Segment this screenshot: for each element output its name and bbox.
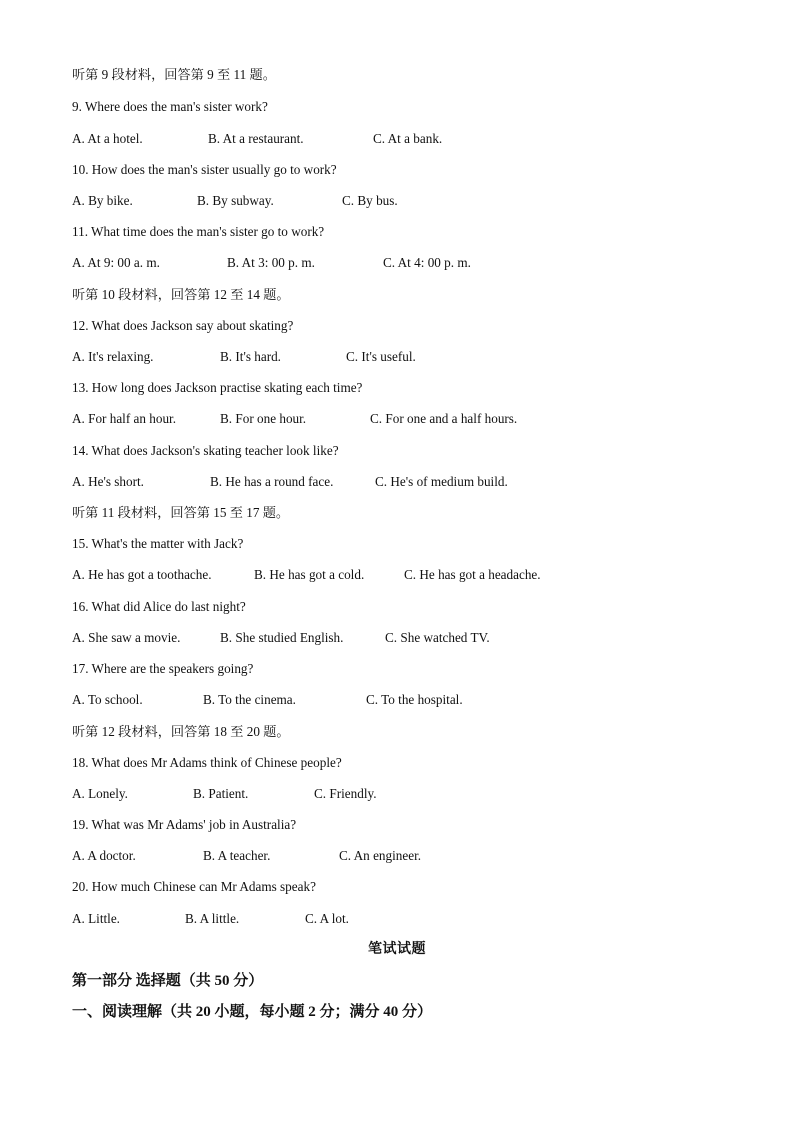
option-b: B. To the cinema.: [203, 692, 296, 707]
option-b: B. He has got a cold.: [254, 567, 365, 582]
reading-comprehension-heading: 一、阅读理解（共 20 小题，每小题 2 分；满分 40 分）: [72, 1004, 433, 1020]
option-c: C. At a bank.: [373, 131, 443, 146]
option-c: C. By bus.: [342, 193, 398, 208]
option-b: B. A teacher.: [203, 848, 271, 863]
option-a: A. At a hotel.: [72, 131, 143, 146]
option-a: A. It's relaxing.: [72, 349, 154, 364]
question-10: 10. How does the man's sister usually go to work?: [72, 162, 337, 177]
question-18: 18. What does Mr Adams think of Chinese people?: [72, 755, 342, 770]
option-b: B. Patient.: [193, 786, 249, 801]
question-20: 20. How much Chinese can Mr Adams speak?: [72, 879, 316, 894]
section-instruction: 听第 10 段材料，回答第 12 至 14 题。: [72, 287, 290, 302]
option-a: A. To school.: [72, 692, 143, 707]
option-c: C. She watched TV.: [385, 630, 490, 645]
option-a: A. A doctor.: [72, 848, 136, 863]
question-15: 15. What's the matter with Jack?: [72, 536, 244, 551]
option-c: C. To the hospital.: [366, 692, 463, 707]
option-c: C. He's of medium build.: [375, 474, 508, 489]
option-b: B. For one hour.: [220, 411, 307, 426]
question-19: 19. What was Mr Adams' job in Australia?: [72, 817, 297, 832]
question-13: 13. How long does Jackson practise skating each time?: [72, 380, 363, 395]
question-17: 17. Where are the speakers going?: [72, 661, 254, 676]
option-c: C. It's useful.: [346, 349, 416, 364]
option-b: B. A little.: [185, 911, 240, 926]
written-test-title: 笔试试题: [368, 942, 426, 957]
option-c: C. A lot.: [305, 911, 349, 926]
question-11: 11. What time does the man's sister go to work?: [72, 224, 325, 239]
section-instruction: 听第 11 段材料，回答第 15 至 17 题。: [72, 505, 290, 520]
option-c: C. An engineer.: [339, 848, 422, 863]
question-9: 9. Where does the man's sister work?: [72, 99, 268, 114]
part-one-heading: 第一部分 选择题（共 50 分）: [72, 973, 264, 989]
option-b: B. It's hard.: [220, 349, 281, 364]
option-a: A. At 9: 00 a. m.: [72, 255, 160, 270]
option-c: C. He has got a headache.: [404, 567, 541, 582]
option-a: A. For half an hour.: [72, 411, 177, 426]
option-c: C. For one and a half hours.: [370, 411, 518, 426]
option-b: B. At a restaurant.: [208, 131, 304, 146]
option-a: A. Little.: [72, 911, 120, 926]
option-b: B. At 3: 00 p. m.: [227, 255, 315, 270]
option-a: A. Lonely.: [72, 786, 128, 801]
option-c: C. Friendly.: [314, 786, 377, 801]
section-instruction: 听第 12 段材料，回答第 18 至 20 题。: [72, 724, 290, 739]
option-b: B. By subway.: [197, 193, 274, 208]
question-14: 14. What does Jackson's skating teacher look like?: [72, 443, 339, 458]
question-12: 12. What does Jackson say about skating?: [72, 318, 294, 333]
option-a: A. He's short.: [72, 474, 144, 489]
option-a: A. By bike.: [72, 193, 133, 208]
question-16: 16. What did Alice do last night?: [72, 599, 246, 614]
option-a: A. He has got a toothache.: [72, 567, 212, 582]
option-a: A. She saw a movie.: [72, 630, 181, 645]
option-b: B. She studied English.: [220, 630, 344, 645]
option-c: C. At 4: 00 p. m.: [383, 255, 471, 270]
option-b: B. He has a round face.: [210, 474, 334, 489]
section-instruction: 听第 9 段材料，回答第 9 至 11 题。: [72, 67, 276, 82]
